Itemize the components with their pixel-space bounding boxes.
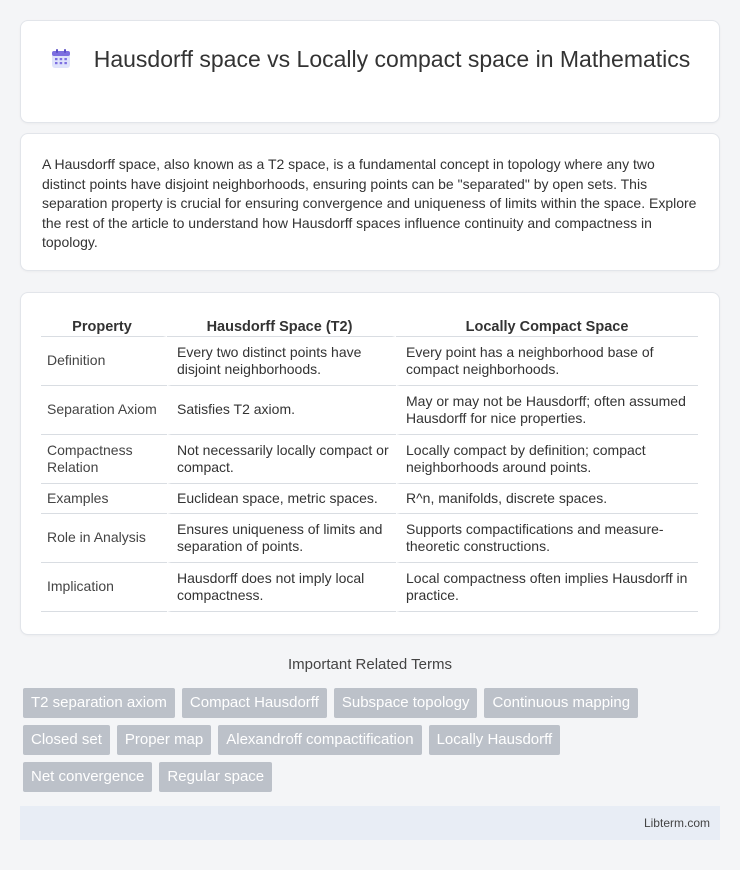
table-cell-locally-compact: R^n, manifolds, discrete spaces.	[396, 484, 698, 514]
table-cell-property: Examples	[41, 484, 167, 514]
intro-paragraph: A Hausdorff space, also known as a T2 space, is a fundamental concept in topology where any two distinct points have disjoint neighborhoods, ensuring points can be "separated" by open sets. This separation property is crucial for ensuring convergence and uniqueness of limits within the space. Explore the rest of the article to understand how Hausdorff spaces influence continuity and compactness in topology.	[42, 156, 697, 250]
table-cell-hausdorff: Ensures uniqueness of limits and separation of points.	[167, 514, 396, 563]
intro-card	[20, 133, 720, 271]
table-cell-hausdorff: Satisfies T2 axiom.	[167, 386, 396, 435]
calendar-icon	[50, 48, 72, 70]
table-cell-locally-compact: Supports compactifications and measure-theoretic constructions.	[396, 514, 698, 563]
table-cell-locally-compact: Locally compact by definition; compact neighborhoods around points.	[396, 435, 698, 484]
footer-site-link[interactable]: Libterm.com	[643, 816, 710, 830]
table-row	[41, 484, 698, 514]
tag-t2-separation-axiom[interactable]: T2 separation axiom	[23, 688, 175, 718]
table-row	[41, 337, 698, 386]
table-cell-property: Separation Axiom	[41, 386, 167, 435]
table-cell-locally-compact: Local compactness often implies Hausdorff in practice.	[396, 563, 698, 612]
tag-row	[23, 762, 703, 792]
table-cell-hausdorff: Not necessarily locally compact or compact.	[167, 435, 396, 484]
table-cell-hausdorff: Every two distinct points have disjoint neighborhoods.	[167, 337, 396, 386]
related-terms-tags	[23, 688, 703, 799]
table-cell-locally-compact: Every point has a neighborhood base of compact neighborhoods.	[396, 337, 698, 386]
tag-alexandroff-compactification[interactable]: Alexandroff compactification	[218, 725, 421, 755]
table-row	[41, 386, 698, 435]
table-header-row	[41, 315, 698, 337]
related-terms-heading: Important Related Terms	[288, 656, 452, 673]
tag-closed-set[interactable]: Closed set	[23, 725, 110, 755]
tag-regular-space[interactable]: Regular space	[159, 762, 272, 792]
tag-net-convergence[interactable]: Net convergence	[23, 762, 152, 792]
table-cell-property: Role in Analysis	[41, 514, 167, 563]
table-cell-property: Implication	[41, 563, 167, 612]
tag-row	[23, 725, 703, 755]
table-row	[41, 435, 698, 484]
table-cell-locally-compact: May or may not be Hausdorff; often assumed Hausdorff for nice properties.	[396, 386, 698, 435]
table-row	[41, 514, 698, 563]
page-title: Hausdorff space vs Locally compact space in Mathematics	[93, 46, 691, 72]
tag-locally-hausdorff[interactable]: Locally Hausdorff	[429, 725, 561, 755]
table-cell-property: Definition	[41, 337, 167, 386]
table-cell-property: Compactness Relation	[41, 435, 167, 484]
title-card	[20, 20, 720, 123]
comparison-table	[41, 315, 698, 612]
table-cell-hausdorff: Euclidean space, metric spaces.	[167, 484, 396, 514]
tag-continuous-mapping[interactable]: Continuous mapping	[484, 688, 638, 718]
page-title-wrap	[21, 45, 719, 74]
column-header-hausdorff: Hausdorff Space (T2)	[167, 315, 396, 337]
tag-proper-map[interactable]: Proper map	[117, 725, 211, 755]
comparison-table-card	[20, 292, 720, 635]
table-row	[41, 563, 698, 612]
tag-compact-hausdorff[interactable]: Compact Hausdorff	[182, 688, 327, 718]
table-cell-hausdorff: Hausdorff does not imply local compactness.	[167, 563, 396, 612]
footer	[20, 806, 720, 840]
tag-subspace-topology[interactable]: Subspace topology	[334, 688, 478, 718]
column-header-locally-compact: Locally Compact Space	[396, 315, 698, 337]
column-header-property: Property	[41, 315, 167, 337]
tag-row	[23, 688, 703, 718]
